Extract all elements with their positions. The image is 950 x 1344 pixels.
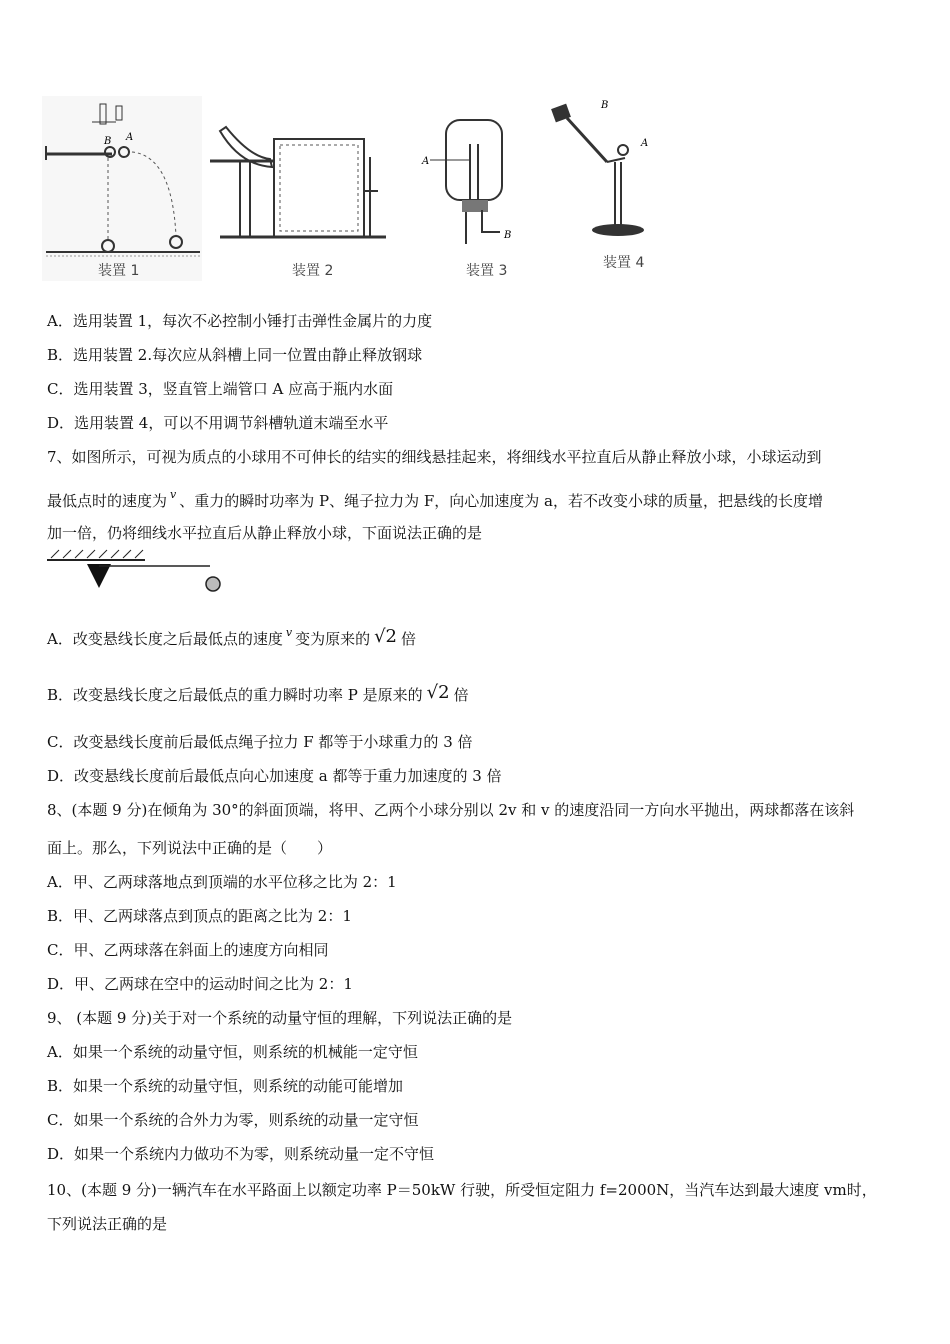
q9-option-d: D．如果一个系统内力做功不为零，则系统动量一定不守恒	[47, 1145, 435, 1163]
q7-stem-line-2-post: 、重力的瞬时功率为 P、绳子拉力为 F，向心加速度为 a，若不改变小球的质量，把悬线的长度增	[179, 492, 823, 510]
q6-option-c: C．选用装置 3，竖直管上端管口 A 应高于瓶内水面	[47, 380, 394, 398]
device-2-caption: 装置 2	[292, 263, 334, 279]
device-2-diagram	[210, 117, 430, 247]
q7-option-a	[47, 622, 416, 650]
q7-stem-line-2-pre: 最低点时的速度为	[47, 492, 168, 510]
q7-option-a-mid: 变为原来的	[295, 630, 371, 648]
q6-option-a: A．选用装置 1，每次不必控制小锤打击弹性金属片的力度	[47, 312, 433, 330]
q7-stem-line-2	[47, 484, 823, 512]
q10-stem-line-1: 10、(本题 9 分)一辆汽车在水平路面上以额定功率 P＝50kW 行驶，所受恒定阻力 f=2000N，当汽车达到最大速度 vm时，	[47, 1181, 877, 1199]
pendulum-drawing	[45, 548, 230, 596]
device-3-diagram	[418, 114, 528, 254]
velocity-symbol: v	[285, 626, 293, 639]
device-3-label-b: B	[504, 230, 512, 241]
q6-option-d: D．选用装置 4，可以不用调节斜槽轨道末端至水平	[47, 414, 389, 432]
q8-stem-line-1: 8、(本题 9 分)在倾角为 30°的斜面顶端，将甲、乙两个小球分别以 2v 和 v 的速度沿同一方向水平抛出，两球都落在该斜	[47, 801, 855, 819]
sqrt-two: √2	[426, 682, 450, 703]
q7-option-b	[47, 682, 469, 706]
q7-option-a-pre: A．改变悬线长度之后最低点的速度	[47, 630, 283, 648]
q9-option-c: C．如果一个系统的合外力为零，则系统的动量一定守恒	[47, 1111, 419, 1129]
device-3-label-a: A	[422, 156, 430, 167]
q8-stem-line-2: 面上。那么，下列说法中正确的是（ ）	[47, 839, 333, 857]
q9-option-a: A．如果一个系统的动量守恒，则系统的机械能一定守恒	[47, 1043, 418, 1061]
velocity-symbol: v	[170, 488, 177, 501]
q8-option-a: A．甲、乙两球落地点到顶端的水平位移之比为 2：1	[47, 873, 397, 891]
q8-option-c: C．甲、乙两球落在斜面上的速度方向相同	[47, 941, 329, 959]
device-4-label-b: B	[601, 100, 609, 111]
q7-stem-line-3: 加一倍，仍将细线水平拉直后从静止释放小球，下面说法正确的是	[47, 524, 483, 542]
q8-option-d: D．甲、乙两球在空中的运动时间之比为 2：1	[47, 975, 353, 993]
q9-stem: 9、 (本题 9 分)关于对一个系统的动量守恒的理解，下列说法正确的是	[47, 1009, 513, 1027]
device-1-drawing	[42, 96, 202, 281]
pendulum-diagram	[45, 548, 230, 600]
q7-option-d: D．改变悬线长度前后最低点向心加速度 a 都等于重力加速度的 3 倍	[47, 767, 502, 785]
q8-option-b: B．甲、乙两球落点到顶点的距离之比为 2：1	[47, 907, 352, 925]
device-4-label-a: A	[641, 138, 649, 149]
device-3-caption: 装置 3	[466, 263, 508, 279]
device-4-diagram	[545, 96, 665, 246]
device-1-label-a: A	[126, 132, 134, 143]
q7-option-b-post: 倍	[453, 686, 469, 704]
q10-stem-line-2: 下列说法正确的是	[47, 1215, 168, 1233]
device-1-label-b: B	[104, 136, 112, 147]
figure-devices	[40, 92, 680, 292]
q7-option-c: C．改变悬线长度前后最低点绳子拉力 F 都等于小球重力的 3 倍	[47, 733, 473, 751]
sqrt-two: √2	[374, 626, 397, 647]
device-4-drawing	[545, 96, 665, 246]
device-1-diagram	[42, 96, 202, 281]
q9-option-b: B．如果一个系统的动量守恒，则系统的动能可能增加	[47, 1077, 404, 1095]
q7-option-b-pre: B．改变悬线长度之后最低点的重力瞬时功率 P 是原来的	[47, 686, 423, 704]
device-2-drawing	[210, 117, 430, 247]
device-3-drawing	[418, 114, 528, 254]
q7-stem-line-1: 7、如图所示，可视为质点的小球用不可伸长的结实的细线悬挂起来，将细线水平拉直后从静止释放小球，小球运动到	[47, 448, 822, 466]
device-4-caption: 装置 4	[603, 255, 645, 271]
q7-option-a-post: 倍	[401, 630, 417, 648]
device-1-caption: 装置 1	[98, 263, 140, 279]
q6-option-b: B．选用装置 2.每次应从斜槽上同一位置由静止释放钢球	[47, 346, 423, 364]
